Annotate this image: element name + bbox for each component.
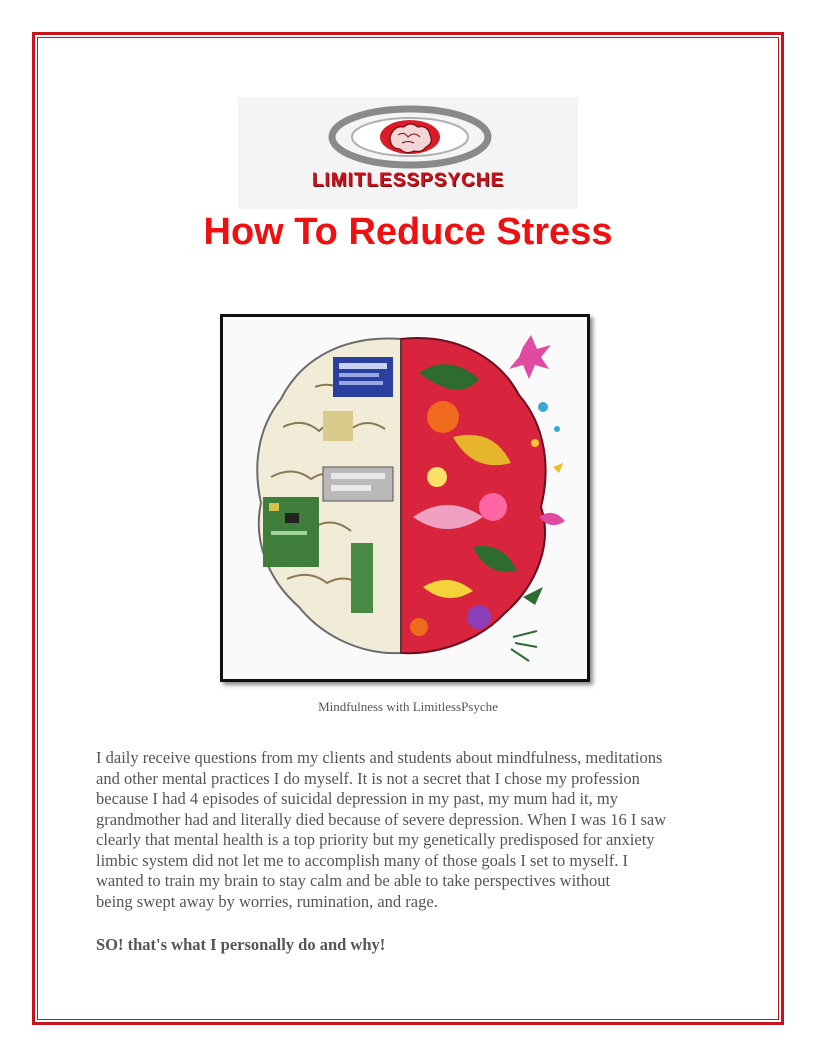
limitlesspsyche-logo bbox=[238, 97, 578, 209]
logo-wordmark: LIMITLESSPSYCHE bbox=[311, 170, 505, 191]
paragraph-line: because I had 4 episodes of suicidal depression in my past, my mum had it, my bbox=[96, 789, 618, 808]
paragraph-line: limbic system did not let me to accomplish many of those goals I set to myself. I bbox=[96, 850, 629, 870]
paragraph-line: clearly that mental health is a top priority but my genetically predisposed for anxiety bbox=[96, 830, 655, 849]
paragraph-line: being swept away by worries, rumination, and rage. bbox=[96, 891, 438, 911]
brain-illustration-art bbox=[223, 317, 587, 679]
paragraph-line: grandmother had and literally died because of severe depression. When I was 16 I saw bbox=[96, 809, 667, 829]
brain-illustration bbox=[220, 314, 590, 682]
page-title: How To Reduce Stress bbox=[203, 211, 613, 253]
callout-text: SO! that's what I personally do and why! bbox=[96, 935, 386, 954]
paragraph-line: wanted to train my brain to stay calm and be able to take perspectives without bbox=[96, 871, 611, 890]
paragraph-line: and other mental practices I do myself. It is not a secret that I chose my profession bbox=[96, 768, 640, 788]
brain-icon bbox=[238, 97, 578, 209]
paragraph-line: I daily receive questions from my clients and students about mindfulness, meditations bbox=[96, 748, 663, 767]
image-caption: Mindfulness with LimitlessPsyche bbox=[318, 699, 498, 714]
intro-paragraph bbox=[96, 748, 726, 912]
